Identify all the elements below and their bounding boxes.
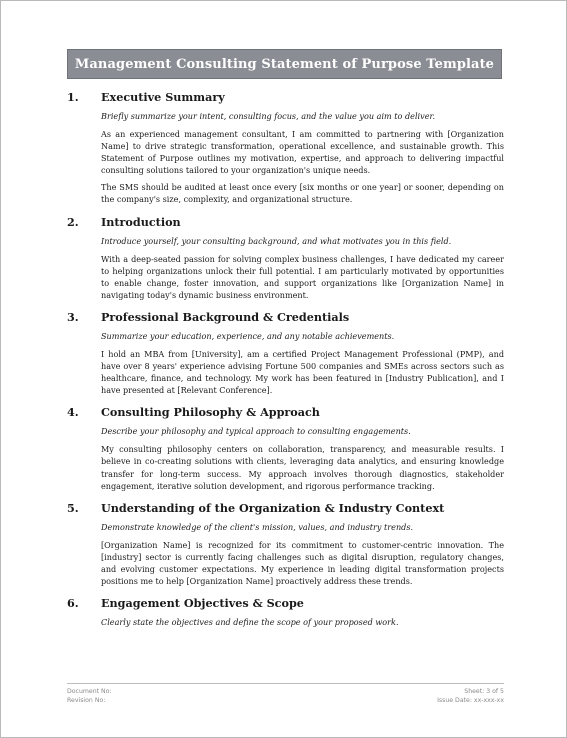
section-heading [67,405,504,419]
section-title: Engagement Objectives & Scope [101,596,304,611]
section-title: Professional Background & Credentials [101,309,350,324]
section-prompt: Demonstrate knowledge of the client's mission, values, and industry trends. [101,521,414,532]
section-paragraph: As an experienced management consultant, I am committed to partnering with [Organization Name] to drive strategic transformation, operational excellence, and sustainable growth. This Statement of Purpose outlines my motivation, expertise, and approach to delivering impactful consulting solutions tailored to your organization's unique needs. [101,129,504,176]
section-paragraph: With a deep-seated passion for solving complex business challenges, I have dedicated my career to helping organizations unlock their full potential. I am particularly motivated by opportunities to enable change, foster innovation, and support organizations like [Organization Name] in navigating today's dynamic business environment. [101,253,504,300]
section-prompt: Describe your philosophy and typical approach to consulting engagements. [101,426,411,437]
section-heading [67,215,504,229]
section-title: Consulting Philosophy & Approach [101,405,320,420]
section-paragraph: The SMS should be audited at least once every [six months or one year] or sooner, depending on the company's size, complexity, and organizational structure. [101,182,504,205]
sheet-number: Sheet: 3 of 5 [464,688,504,695]
section-number: 4. [67,405,79,420]
section-heading [67,501,504,515]
section-prompt: Introduce yourself, your consulting background, and what motivates you in this field. [101,235,452,246]
document-body [67,90,504,637]
issue-date: Issue Date: xx-xxx-xx [437,697,504,704]
section-prompt: Briefly summarize your intent, consulting focus, and the value you aim to deliver. [101,111,436,121]
title-banner [67,49,502,79]
document-number-label: Document No: [67,688,112,695]
document-title: Management Consulting Statement of Purpose Template [74,56,495,72]
section-number: 1. [67,90,79,104]
section-number: 3. [67,309,79,324]
section-number: 2. [67,214,79,229]
section-consulting-philosophy [67,405,504,491]
section-paragraph: I hold an MBA from [University], am a certified Project Management Professional (PMP), and have over 8 years' experience advising Fortune 500 companies and SMEs across sectors such as healthcare, finance, and technology. My work has been featured in [Industry Publication], and I have presented at [Relevant Conference]. [101,348,504,396]
section-title: Understanding of the Organization & Industry Context [101,500,445,515]
section-title: Executive Summary [101,90,225,104]
section-introduction [67,215,504,301]
section-paragraph: [Organization Name] is recognized for its commitment to customer-centric innovation. The [industry] sector is currently facing challenges such as digital disruption, regulatory changes, and evolving customer expectations. My experience in leading digital transformation projects positions me to help [Organization Name] proactively address these trends. [101,539,504,586]
section-paragraph: My consulting philosophy centers on collaboration, transparency, and measurable results. I believe in co-creating solutions with clients, leveraging data analytics, and ensuring knowledge transfer for long-term success. My approach involves thorough diagnostics, stakeholder engagement, iterative solution development, and rigorous performance tracking. [101,444,504,491]
section-heading [67,596,504,610]
section-heading [67,310,504,324]
section-heading [67,90,504,104]
section-prompt: Summarize your education, experience, and any notable achievements. [101,330,395,341]
section-prompt: Clearly state the objectives and define the scope of your proposed work. [101,617,399,628]
section-engagement-objectives [67,596,504,628]
section-executive-summary [67,90,504,206]
section-number: 5. [67,500,79,515]
revision-number-label: Revision No: [67,697,106,704]
section-organization-context [67,501,504,587]
section-number: 6. [67,596,79,611]
page-footer [67,683,504,705]
section-title: Introduction [101,214,181,229]
section-professional-background [67,310,504,396]
